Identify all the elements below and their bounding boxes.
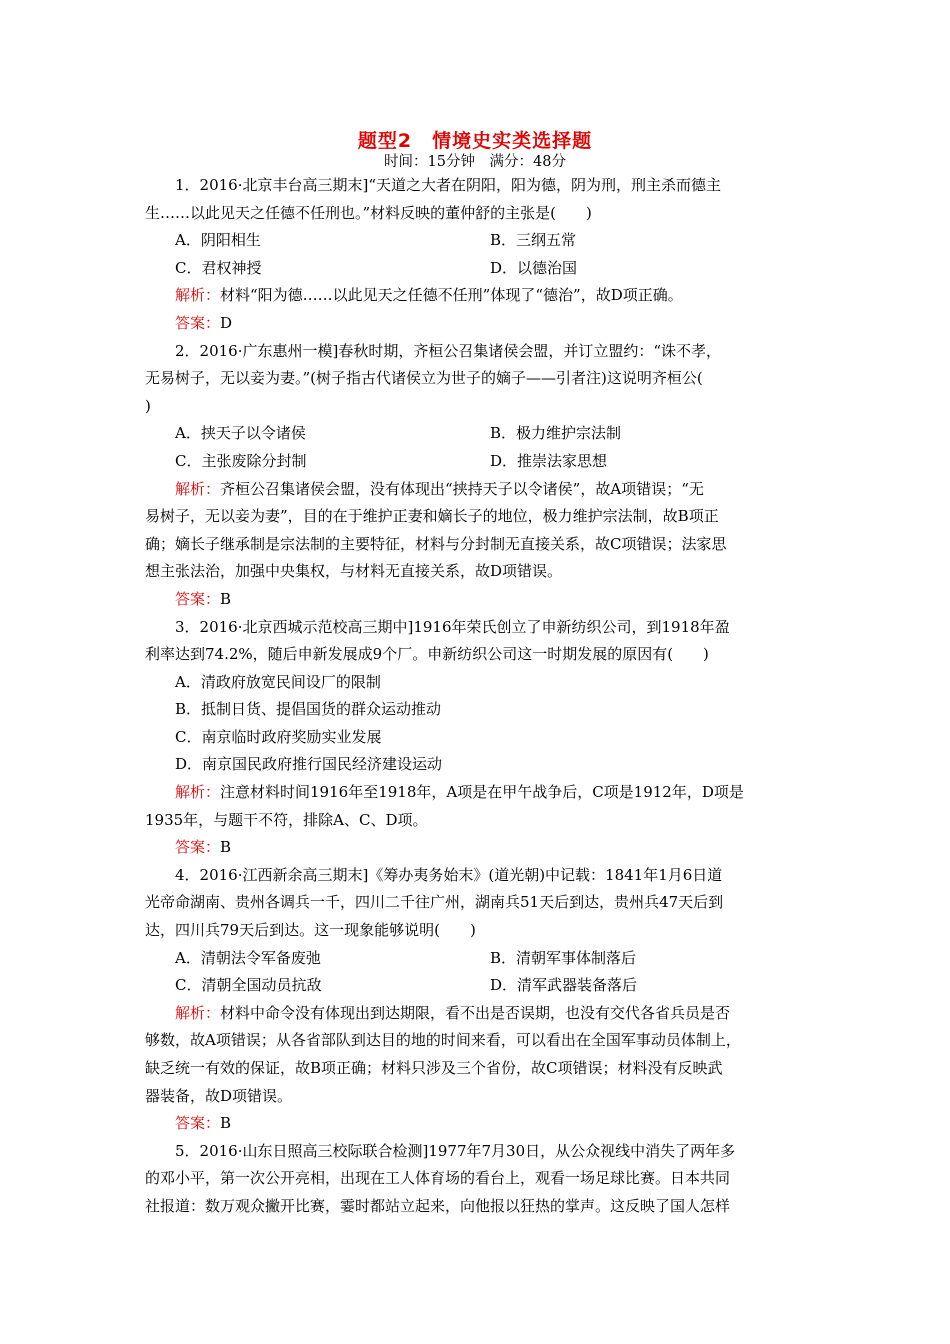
analysis-text: 易树子，无以妾为妻”，目的在于维护正妻和嫡长子的地位，极力维护宗法制，故B项正 xyxy=(145,507,719,526)
answer xyxy=(145,834,805,862)
option-c: C．主张废除分封制 xyxy=(175,451,307,470)
question-stem: 3．2016·北京西城示范校高三期中]1916年荣氏创立了申新纺织公司，到1918年盈 xyxy=(175,617,730,636)
page-title: 题型2 情境史实类选择题 xyxy=(357,130,593,152)
answer-value: B xyxy=(220,589,232,608)
analysis-text: 齐桓公召集诸侯会盟，没有体现出“挟持天子以令诸侯”，故A项错误；“无 xyxy=(220,479,704,498)
option-c: C．清朝全国动员抗敌 xyxy=(175,976,322,995)
option-row xyxy=(145,255,805,283)
option-d: D．清军武器装备落后 xyxy=(490,976,638,995)
answer-label: 答案： xyxy=(175,838,221,857)
analysis-text: 材料“阳为德……以此见天之任德不任刑”体现了“德治”，故D项正确。 xyxy=(220,286,683,305)
question-stem: 利率达到74.2%，随后申新发展成9个厂。申新纺织公司这一时期发展的原因有( ) xyxy=(145,645,709,664)
answer xyxy=(145,310,805,338)
analysis-text: 想主张法治，加强中央集权，与材料无直接关系，故D项错误。 xyxy=(145,562,563,581)
option-d: D．南京国民政府推行国民经济建设运动 xyxy=(175,755,443,774)
analysis xyxy=(145,282,805,310)
analysis-text: 确；嫡长子继承制是宗法制的主要特征，材料与分封制无直接关系，故C项错误；法家思 xyxy=(145,534,727,553)
option-a: A．清政府放宽民间设厂的限制 xyxy=(175,672,381,691)
option-row xyxy=(145,448,805,476)
analysis-text: 缺乏统一有效的保证，故B项正确；材料只涉及三个省份，故C项错误；材料没有反映武 xyxy=(145,1059,723,1077)
option-b: B．三纲五常 xyxy=(490,231,577,250)
analysis-label: 解析： xyxy=(175,783,221,802)
question-stem: 1．2016·北京丰台高三期末]“天道之大者在阴阳，阳为德，阴为刑，刑主杀而德主 xyxy=(175,176,722,194)
option-c: C．南京临时政府奖励实业发展 xyxy=(175,727,382,746)
analysis-text: 1935年，与题干不符，排除A、C、D项。 xyxy=(145,810,428,829)
question-3 xyxy=(145,614,805,862)
option-row xyxy=(145,972,805,1000)
analysis-text: 器装备，故D项错误。 xyxy=(145,1086,293,1105)
analysis-label: 解析： xyxy=(175,286,221,305)
question-list xyxy=(145,172,805,1221)
question-stem: 的邓小平，第一次公开亮相，出现在工人体育场的看台上，观看一场足球比赛。日本共同 xyxy=(145,1169,731,1188)
option-b: B．抵制日货、提倡国货的群众运动推动 xyxy=(175,700,442,719)
option-d: D．以德治国 xyxy=(490,258,578,277)
option-b: B．清朝军事体制落后 xyxy=(490,948,637,967)
question-2 xyxy=(145,338,805,614)
question-1 xyxy=(145,172,805,338)
answer-label: 答案： xyxy=(175,1114,221,1133)
question-stem: 达，四川兵79天后到达。这一现象能够说明( ) xyxy=(145,921,476,940)
option-a: A．清朝法令军备废弛 xyxy=(175,948,321,967)
analysis xyxy=(145,476,805,504)
option-row xyxy=(145,945,805,973)
analysis-label: 解析： xyxy=(175,479,221,498)
answer xyxy=(145,1110,805,1138)
answer xyxy=(145,586,805,614)
analysis-text: 够数，故A项错误；从各省部队到达目的地的时间来看，可以看出在全国军事动员体制上， xyxy=(145,1031,741,1050)
question-stem: 生……以此见天之任德不任刑也。”材料反映的董仲舒的主张是( ) xyxy=(145,203,592,222)
question-5 xyxy=(145,1138,805,1221)
option-c: C．君权神授 xyxy=(175,258,262,277)
analysis-text: 材料中命令没有体现出到达期限，看不出是否误期，也没有交代各省兵员是否 xyxy=(220,1003,731,1022)
question-stem: 2．2016·广东惠州一模]春秋时期，齐桓公召集诸侯会盟，并订立盟约：“诛不孝， xyxy=(175,341,722,360)
option-b: B．极力维护宗法制 xyxy=(490,424,622,443)
answer-value: B xyxy=(220,1114,232,1133)
question-stem: 4．2016·江西新余高三期末]《筹办夷务始末》(道光朝)中记载：1841年1月6日道 xyxy=(175,865,723,884)
analysis xyxy=(145,1000,805,1028)
analysis-text: 注意材料时间1916年至1918年，A项是在甲午战争后，C项是1912年，D项是 xyxy=(220,783,744,802)
answer-value: B xyxy=(220,838,232,857)
option-d: D．推崇法家思想 xyxy=(490,451,608,470)
question-stem: 社报道：数万观众撇开比赛，霎时都站立起来，向他报以狂热的掌声。这反映了国人怎样 xyxy=(145,1196,731,1215)
option-a: A．挟天子以令诸侯 xyxy=(175,424,306,443)
analysis-label: 解析： xyxy=(175,1003,221,1022)
option-row xyxy=(145,420,805,448)
page-subtitle: 时间：15分钟 满分：48分 xyxy=(384,154,566,170)
option-a: A．阴阳相生 xyxy=(175,231,261,250)
question-4 xyxy=(145,862,805,1138)
question-stem: 5．2016·山东日照高三校际联合检测]1977年7月30日，从公众视线中消失了两年多 xyxy=(175,1141,736,1160)
option-row xyxy=(145,227,805,255)
answer-label: 答案： xyxy=(175,313,221,332)
answer-label: 答案： xyxy=(175,589,221,608)
answer-value: D xyxy=(220,313,233,332)
analysis xyxy=(145,779,805,807)
question-stem: ) xyxy=(145,396,151,415)
question-stem: 光帝命湖南、贵州各调兵一千，四川二千往广州，湖南兵51天后到达，贵州兵47天后到 xyxy=(145,893,724,912)
question-stem: 无易树子，无以妾为妻。”(树子指古代诸侯立为世子的嫡子——引者注)这说明齐桓公( xyxy=(145,369,703,388)
